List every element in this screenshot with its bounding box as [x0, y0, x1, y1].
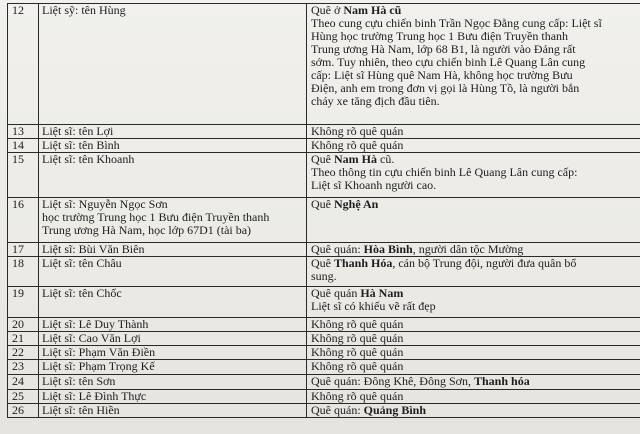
table-row [8, 287, 640, 318]
hometown-info-cell [307, 153, 640, 198]
hometown-info-cell [307, 257, 640, 287]
info-text: Không rõ quê quán [311, 345, 404, 359]
info-emphasis: Thanh hóa [474, 374, 530, 388]
row-number: 19 [8, 287, 39, 318]
table-row [8, 360, 640, 375]
table-row [8, 198, 640, 243]
name-line: Trung ương Hà Nam, học lớp 67D1 (tài ba) [42, 223, 252, 237]
martyr-name-cell [39, 318, 307, 332]
martyr-name-cell [39, 198, 307, 243]
name-line: Liệt sĩ: Bùi Văn Biên [42, 242, 145, 256]
row-number: 24 [8, 375, 39, 390]
info-text: Theo cung cựu chiến binh Trần Ngọc Đằng cung cấp: Liệt sĩ [311, 16, 602, 30]
name-line: học trường Trung học 1 Bưu điện Truyền thanh [42, 210, 270, 224]
name-line: Liệt sĩ: Phạm Trọng Kế [42, 359, 155, 373]
row-number: 16 [8, 198, 39, 243]
row-number: 14 [8, 139, 39, 153]
info-line [311, 318, 637, 331]
info-line [311, 375, 637, 388]
name-line: Liệt sĩ: Lê Duy Thành [42, 317, 149, 331]
info-line [311, 125, 637, 138]
table-row [8, 332, 640, 346]
info-text: cấp: Liệt sĩ Hùng quê Nam Hà, không học trường Bưu [311, 68, 573, 82]
info-emphasis: Quảng Bình [363, 403, 427, 417]
table-row [8, 153, 640, 198]
info-line [311, 404, 637, 417]
info-text-tail: cũ. [377, 152, 395, 166]
info-text: Liệt sĩ có khiếu vẽ rất đẹp [311, 299, 436, 313]
info-emphasis: Thanh Hóa [334, 256, 393, 270]
row-number: 20 [8, 318, 39, 332]
info-text: Quê [311, 152, 334, 166]
info-line [311, 95, 637, 108]
row-number: 25 [8, 390, 39, 404]
info-emphasis: Nghệ An [334, 197, 379, 211]
name-line: Liệt sĩ: tên Châu [42, 256, 122, 270]
info-text: Quê [311, 197, 334, 211]
name-line: Liệt sĩ: tên Lợi [42, 124, 114, 138]
hometown-info-cell [307, 198, 640, 243]
info-line [311, 300, 637, 313]
info-text: Trung ương Hà Nam, lớp 68 B1, là người vào Đảng rất [311, 42, 576, 56]
name-line: Liệt sĩ: Phạm Văn Điền [42, 345, 156, 359]
info-text: Không rõ quê quán [311, 317, 404, 331]
name-line: Liệt sĩ: tên Khoanh [42, 152, 135, 166]
hometown-info-cell [307, 346, 640, 360]
info-text: Không rõ quê quán [311, 138, 404, 152]
name-line: Liệt sỹ: tên Hùng [42, 3, 126, 17]
info-emphasis: Nam Hà cũ [343, 3, 402, 17]
info-line [311, 390, 637, 403]
name-line: Liệt sĩ: tên Hiền [42, 403, 120, 417]
info-line [311, 179, 637, 192]
table-row [8, 318, 640, 332]
info-text: Quê quán: [311, 403, 364, 417]
name-line: Liệt sĩ: Nguyễn Ngọc Sơn [42, 197, 168, 211]
table-row [8, 375, 640, 390]
martyr-name-cell [39, 360, 307, 375]
martyrs-table [7, 3, 640, 418]
info-text: Điện, anh em trong đơn vị gọi là Hùng Tồ, là người bắn [311, 81, 580, 95]
table-row [8, 4, 640, 125]
row-number: 15 [8, 153, 39, 198]
table-row [8, 390, 640, 404]
martyr-name-cell [39, 287, 307, 318]
info-text: cháy xe tăng địch đầu tiên. [311, 94, 440, 108]
info-text-tail: , người dân tộc Mường [412, 242, 524, 256]
info-text: Liệt sĩ Khoanh người cao. [311, 178, 437, 192]
hometown-info-cell [307, 139, 640, 153]
table-body [8, 4, 640, 418]
info-line [311, 198, 637, 211]
info-text: Quê [311, 256, 334, 270]
martyr-name-cell [39, 243, 307, 257]
hometown-info-cell [307, 375, 640, 390]
table-row [8, 257, 640, 287]
name-line: Liệt sĩ: tên Chốc [42, 286, 122, 300]
hometown-info-cell [307, 404, 640, 418]
info-line [311, 332, 637, 345]
table-row [8, 346, 640, 360]
martyr-name-cell [39, 4, 307, 125]
info-text: Không rõ quê quán [311, 359, 404, 373]
hometown-info-cell [307, 4, 640, 125]
info-line [311, 139, 637, 152]
table-row [8, 404, 640, 418]
info-line [311, 270, 637, 283]
info-emphasis: Nam Hà [334, 152, 377, 166]
info-text: Quê quán: Đông Khê, Đông Sơn, [311, 374, 474, 388]
name-line: Liệt sĩ: Lê Đình Thực [42, 389, 147, 403]
info-line [311, 346, 637, 359]
martyr-name-cell [39, 346, 307, 360]
info-text: Theo thông tin cựu chiến binh Lê Quang Lân cung cấp: [311, 165, 578, 179]
martyr-name-cell [39, 390, 307, 404]
info-text-tail: , cán bộ Trung đội, người đưa quân bổ [392, 256, 577, 270]
hometown-info-cell [307, 318, 640, 332]
info-text: sớm. Tuy nhiên, theo cựu chiến binh Lê Quang Lân cung [311, 55, 586, 69]
name-line: Liệt sĩ: Cao Văn Lợi [42, 331, 141, 345]
info-text: sung. [311, 269, 337, 283]
hometown-info-cell [307, 125, 640, 139]
info-text: Quê quán [311, 286, 361, 300]
martyr-name-cell [39, 125, 307, 139]
table-row [8, 139, 640, 153]
row-number: 18 [8, 257, 39, 287]
info-text: Không rõ quê quán [311, 331, 404, 345]
hometown-info-cell [307, 360, 640, 375]
martyr-name-cell [39, 404, 307, 418]
martyr-name-cell [39, 332, 307, 346]
row-number: 23 [8, 360, 39, 375]
row-number: 17 [8, 243, 39, 257]
table-row [8, 243, 640, 257]
table-row [8, 125, 640, 139]
name-line: Liệt sĩ: tên Bình [42, 138, 120, 152]
martyr-name-cell [39, 139, 307, 153]
hometown-info-cell [307, 390, 640, 404]
info-text: Quê quán: [311, 242, 364, 256]
martyr-name-cell [39, 257, 307, 287]
martyr-name-cell [39, 153, 307, 198]
row-number: 12 [8, 4, 39, 125]
row-number: 21 [8, 332, 39, 346]
info-emphasis: Hà Nam [360, 286, 404, 300]
info-line [311, 360, 637, 373]
info-text: Hùng học trường Trung học 1 Bưu điện Truyền thanh [311, 29, 569, 43]
martyr-name-cell [39, 375, 307, 390]
hometown-info-cell [307, 332, 640, 346]
hometown-info-cell [307, 287, 640, 318]
info-line [311, 257, 637, 270]
info-text: Không rõ quê quán [311, 389, 404, 403]
info-emphasis: Hòa Bình [363, 242, 413, 256]
info-line [311, 243, 637, 256]
hometown-info-cell [307, 243, 640, 257]
row-number: 13 [8, 125, 39, 139]
row-number: 26 [8, 404, 39, 418]
info-text: Không rõ quê quán [311, 124, 404, 138]
name-line: Liệt sĩ: tên Sơn [42, 374, 116, 388]
row-number: 22 [8, 346, 39, 360]
info-text: Quê ở [311, 3, 344, 17]
